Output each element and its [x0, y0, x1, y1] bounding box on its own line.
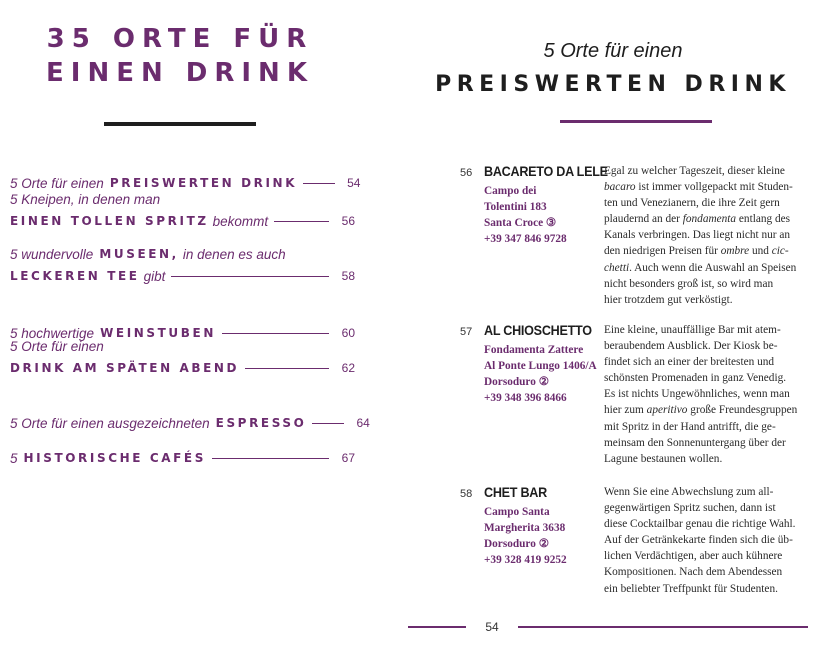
description-line: mit Spritz in der Hand antrifft, die ge- — [604, 420, 776, 433]
toc-text: 5 — [10, 450, 18, 466]
footer-rule-left — [408, 626, 466, 628]
description-line: den niedrigen Preisen für ombre und cic- — [604, 245, 789, 258]
description-line: bacaro ist immer vollgepackt mit Studen- — [604, 181, 793, 194]
toc-text: 5 Orte für einen — [10, 175, 104, 191]
chapter-title: PREISWERTEN DRINK — [435, 72, 791, 97]
toc-entry-line-2 — [10, 447, 355, 469]
toc-entry-line-1 — [10, 243, 355, 265]
toc-entry-line-2 — [10, 265, 355, 287]
venue-number: 58 — [460, 488, 473, 500]
toc-text: 5 hochwertige — [10, 325, 95, 341]
venue-address-line: Margherita 3638 — [484, 522, 566, 534]
toc-page-number: 56 — [341, 214, 355, 228]
toc-topic: WEINSTUBEN — [100, 326, 216, 340]
description-line: plaudernd an der fondamenta entlang des — [604, 213, 791, 226]
description-line: Lagune bestaunen wollen. — [604, 452, 723, 465]
toc-leader-line — [312, 423, 344, 424]
toc-page-number: 54 — [347, 176, 361, 190]
venue-phone[interactable]: +39 347 846 9728 — [484, 233, 567, 245]
toc-page-number: 60 — [341, 326, 355, 340]
toc-entry[interactable] — [10, 447, 355, 469]
toc-entry[interactable] — [10, 335, 355, 379]
venue-description — [604, 163, 810, 308]
toc-topic: EINEN TOLLEN SPRITZ — [10, 214, 209, 228]
venue-description — [604, 322, 810, 467]
toc-leader-line — [245, 368, 329, 369]
description-line: findet sich an einer der breitesten und — [604, 356, 775, 369]
toc-text: 5 Kneipen, in denen man — [10, 191, 161, 207]
left-page — [0, 0, 400, 654]
venue-address-line: Santa Croce ③ — [484, 217, 557, 229]
venue-address-line: Campo dei — [484, 185, 537, 197]
description-line: Kompositionen. Nach dem Abendessen — [604, 566, 783, 579]
toc-entry-line-1 — [10, 335, 355, 357]
toc-page-number: 64 — [356, 416, 370, 430]
toc-leader-line — [171, 276, 329, 277]
venue-name: AL CHIOSCHETTO — [484, 322, 592, 338]
toc-topic: HISTORISCHE CAFÉS — [23, 451, 206, 465]
description-line: schönsten Promenaden in ganz Venedig. — [604, 372, 787, 385]
toc-entry[interactable] — [10, 412, 370, 434]
book-section-title — [30, 22, 330, 90]
venue-address-line: Tolentini 183 — [484, 201, 547, 213]
venue-name: CHET BAR — [484, 484, 547, 500]
description-line: Kanals verbringen. Das liegt nicht nur an — [604, 229, 791, 242]
title-divider — [104, 122, 256, 126]
venue-phone[interactable]: +39 328 419 9252 — [484, 554, 567, 566]
toc-leader-line — [274, 221, 329, 222]
venue-address — [484, 342, 602, 406]
chapter-divider — [560, 120, 712, 123]
venue-address-line: Dorsoduro ② — [484, 538, 549, 550]
toc-topic: PREISWERTEN DRINK — [109, 176, 298, 190]
toc-text: bekommt — [212, 213, 269, 229]
description-line: gegenwärtigen Spritz suchen, dann ist — [604, 502, 776, 515]
toc-topic: MUSEEN, — [99, 247, 179, 261]
title-line-1: 35 ORTE FÜR — [46, 24, 314, 54]
description-line: diese Cocktailbar genau die richtige Wahl. — [604, 518, 796, 531]
toc-leader-line — [212, 458, 329, 459]
venue-description — [604, 484, 810, 597]
description-line: ten und Venezianern, die ihre Zeit gern — [604, 197, 780, 210]
venue-address-line: Fondamenta Zattere — [484, 344, 584, 356]
description-line: Wenn Sie eine Abwechslung zum all- — [604, 486, 774, 498]
title-line-2: EINEN DRINK — [46, 58, 314, 88]
toc-text: 5 Orte für einen — [10, 338, 104, 354]
venue-number: 56 — [460, 167, 473, 179]
toc-entry-line-2 — [10, 210, 355, 232]
description-line: hier zum aperitivo große Freundesgruppen — [604, 404, 798, 417]
toc-leader-line — [303, 183, 335, 184]
venue-address — [484, 504, 602, 568]
venue-address-line: Campo Santa — [484, 506, 550, 518]
venue-address-line: Al Ponte Lungo 1406/A — [484, 360, 597, 372]
toc-entry-line-1 — [10, 188, 355, 210]
toc-entry-line-2 — [10, 357, 355, 379]
venue-address-line: Dorsoduro ② — [484, 376, 549, 388]
description-line: Auf der Getränkekarte finden sich die üb- — [604, 534, 793, 547]
toc-entry[interactable] — [10, 243, 355, 287]
toc-text: in denen es auch — [182, 246, 286, 262]
toc-page-number: 58 — [341, 269, 355, 283]
venue-address — [484, 183, 602, 247]
page-number: 54 — [485, 620, 499, 634]
description-line: beraubendem Ausblick. Der Kiosk be- — [604, 340, 778, 353]
venue-name: BACARETO DA LELE — [484, 163, 608, 179]
description-line: Es ist nichts Ungewöhnliches, wenn man — [604, 388, 790, 401]
description-line: hier trotzdem gut verköstigt. — [604, 293, 733, 306]
toc-text: gibt — [143, 268, 166, 284]
venue-phone[interactable]: +39 348 396 8466 — [484, 392, 567, 404]
toc-leader-line — [222, 333, 329, 334]
toc-text: 5 Orte für einen ausgezeichneten — [10, 415, 210, 431]
toc-entry-line-2 — [10, 412, 370, 434]
description-line: nicht besonders groß ist, so wird man — [604, 277, 774, 290]
description-line: ein beliebter Treffpunkt für Studenten. — [604, 582, 778, 595]
toc-text: 5 wundervolle — [10, 246, 94, 262]
toc-page-number: 67 — [341, 451, 355, 465]
toc-topic: DRINK AM SPÄTEN ABEND — [10, 361, 240, 375]
description-line: Eine kleine, unauffällige Bar mit atem- — [604, 324, 781, 336]
venue-number: 57 — [460, 326, 473, 338]
toc-topic: LECKEREN TEE — [10, 269, 140, 283]
toc-page-number: 62 — [341, 361, 355, 375]
footer-rule-right — [518, 626, 808, 628]
chapter-subtitle: 5 Orte für einen — [543, 40, 683, 62]
description-line: chetti. Auch wenn die Auswahl an Speisen — [604, 261, 797, 274]
description-line: Egal zu welcher Tageszeit, dieser kleine — [604, 165, 785, 177]
toc-entry[interactable] — [10, 188, 355, 232]
description-line: meinsam den Sonnenuntergang über der — [604, 436, 786, 449]
right-page — [408, 0, 818, 654]
description-line: lichen Verdächtigen, aber auch kühnere — [604, 550, 783, 563]
toc-topic: ESPRESSO — [215, 416, 307, 430]
